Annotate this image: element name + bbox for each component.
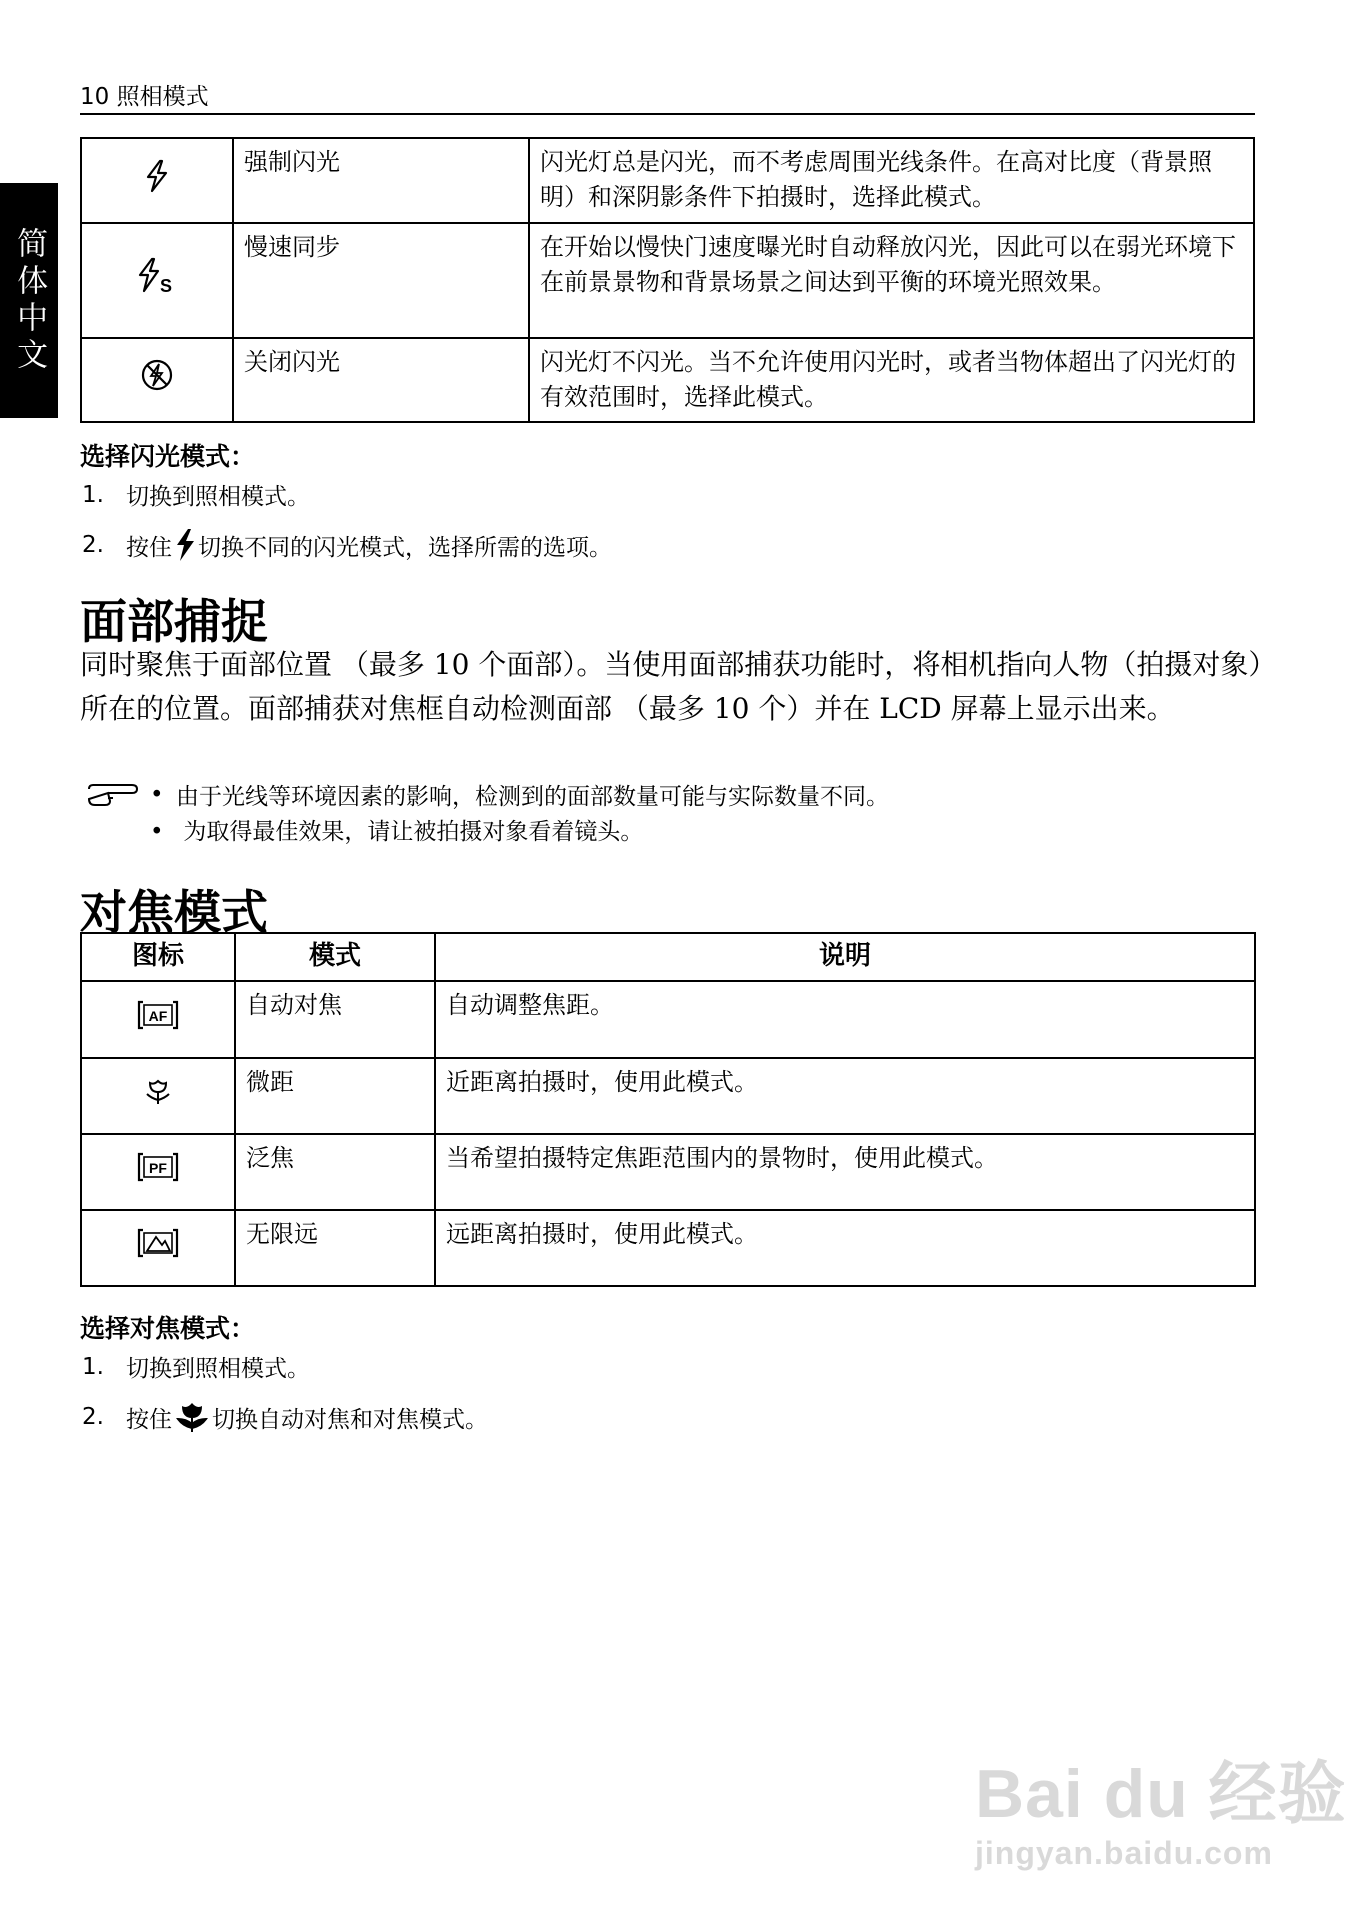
step-text: 切换到照相模式。 xyxy=(126,484,310,510)
mode-cell: 强制闪光 xyxy=(233,138,529,223)
af-icon xyxy=(81,981,235,1058)
step-number: 1. xyxy=(82,481,104,508)
step-number: 2. xyxy=(82,1404,104,1430)
mode-cell: 自动对焦 xyxy=(235,981,435,1058)
table-row xyxy=(81,981,1255,1058)
description-cell: 远距离拍摄时，使用此模式。 xyxy=(435,1210,1255,1286)
step-text: 切换不同的闪光模式，选择所需的选项。 xyxy=(198,534,612,561)
step-text: 按住 xyxy=(126,1406,172,1433)
pan-focus-icon xyxy=(81,1134,235,1210)
column-header: 说明 xyxy=(435,933,1255,981)
bullet: • xyxy=(150,819,164,845)
step-text: 切换自动对焦和对焦模式。 xyxy=(212,1406,488,1433)
language-label: 简体中文 xyxy=(11,226,48,375)
note-text: 为取得最佳效果，请让被拍摄对象看着镜头。 xyxy=(183,819,644,845)
watermark-logo: Bai du 经验 xyxy=(975,1756,1347,1832)
focus-mode-table xyxy=(80,932,1256,1287)
description-cell: 当希望拍摄特定焦距范围内的景物时，使用此模式。 xyxy=(435,1134,1255,1210)
flash-step-2 xyxy=(82,528,612,562)
flash-select-heading: 选择闪光模式： xyxy=(80,442,256,471)
mode-cell: 无限远 xyxy=(235,1210,435,1286)
table-row xyxy=(81,1134,1255,1210)
table-row xyxy=(81,138,1254,223)
header-divider xyxy=(80,113,1255,115)
focus-step-2 xyxy=(82,1400,488,1434)
mode-cell: 泛焦 xyxy=(235,1134,435,1210)
pointing-hand-icon xyxy=(86,781,142,809)
flash-slow-sync-icon xyxy=(81,223,233,338)
infinity-icon xyxy=(81,1210,235,1286)
focus-select-heading: 选择对焦模式： xyxy=(80,1314,256,1343)
note-item xyxy=(86,778,889,811)
step-text: 按住 xyxy=(126,534,172,561)
column-header: 图标 xyxy=(81,933,235,981)
mode-cell: 慢速同步 xyxy=(233,223,529,338)
note-text: 由于光线等环境因素的影响，检测到的面部数量可能与实际数量不同。 xyxy=(176,784,889,810)
focus-step-1 xyxy=(82,1350,310,1383)
face-capture-title: 面部捕捉 xyxy=(80,595,268,650)
table-row xyxy=(81,223,1254,338)
svg-text:PF: PF xyxy=(149,1160,167,1177)
table-row xyxy=(81,338,1254,422)
page-header: 10 照相模式 xyxy=(80,84,209,110)
face-capture-paragraph: 同时聚焦于面部位置 （最多 10 个面部）。当使用面部捕获功能时，将相机指向人物（拍摄对象）所在的位置。面部捕获对焦框自动检测面部 （最多 10 个）并在 LCD 屏幕上显示出来。 xyxy=(80,648,1263,725)
description-cell: 近距离拍摄时，使用此模式。 xyxy=(435,1058,1255,1134)
macro-icon xyxy=(81,1058,235,1134)
table-row xyxy=(81,1210,1255,1286)
step-number: 1. xyxy=(82,1353,104,1380)
mode-cell: 微距 xyxy=(235,1058,435,1134)
flash-forced-icon xyxy=(81,138,233,223)
table-row xyxy=(81,1058,1255,1134)
language-side-tab xyxy=(0,183,58,418)
bullet: • xyxy=(150,781,164,808)
column-header: 模式 xyxy=(235,933,435,981)
watermark-url: jingyan.baidu.com xyxy=(975,1835,1273,1871)
flash-button-icon xyxy=(174,528,196,562)
flash-step-1 xyxy=(82,478,310,511)
flash-off-icon xyxy=(81,338,233,422)
mode-cell: 关闭闪光 xyxy=(233,338,529,422)
description-cell: 闪光灯总是闪光，而不考虑周围光线条件。在高对比度（背景照明）和深阴影条件下拍摄时，选择此模式。 xyxy=(529,138,1254,223)
description-cell: 自动调整焦距。 xyxy=(435,981,1255,1058)
flash-mode-table xyxy=(80,137,1255,423)
table-header-row xyxy=(81,933,1255,981)
macro-button-icon xyxy=(174,1400,210,1434)
svg-text:S: S xyxy=(160,275,173,296)
note-item xyxy=(150,813,643,846)
baidu-watermark xyxy=(975,1740,1347,1872)
focus-mode-title: 对焦模式 xyxy=(80,886,268,941)
description-cell: 在开始以慢快门速度曝光时自动释放闪光，因此可以在弱光环境下在前景景物和背景场景之间达到平衡的环境光照效果。 xyxy=(529,223,1254,338)
svg-text:AF: AF xyxy=(148,1007,168,1024)
description-cell: 闪光灯不闪光。当不允许使用闪光时，或者当物体超出了闪光灯的有效范围时，选择此模式。 xyxy=(529,338,1254,422)
step-number: 2. xyxy=(82,532,104,558)
step-text: 切换到照相模式。 xyxy=(126,1356,310,1382)
